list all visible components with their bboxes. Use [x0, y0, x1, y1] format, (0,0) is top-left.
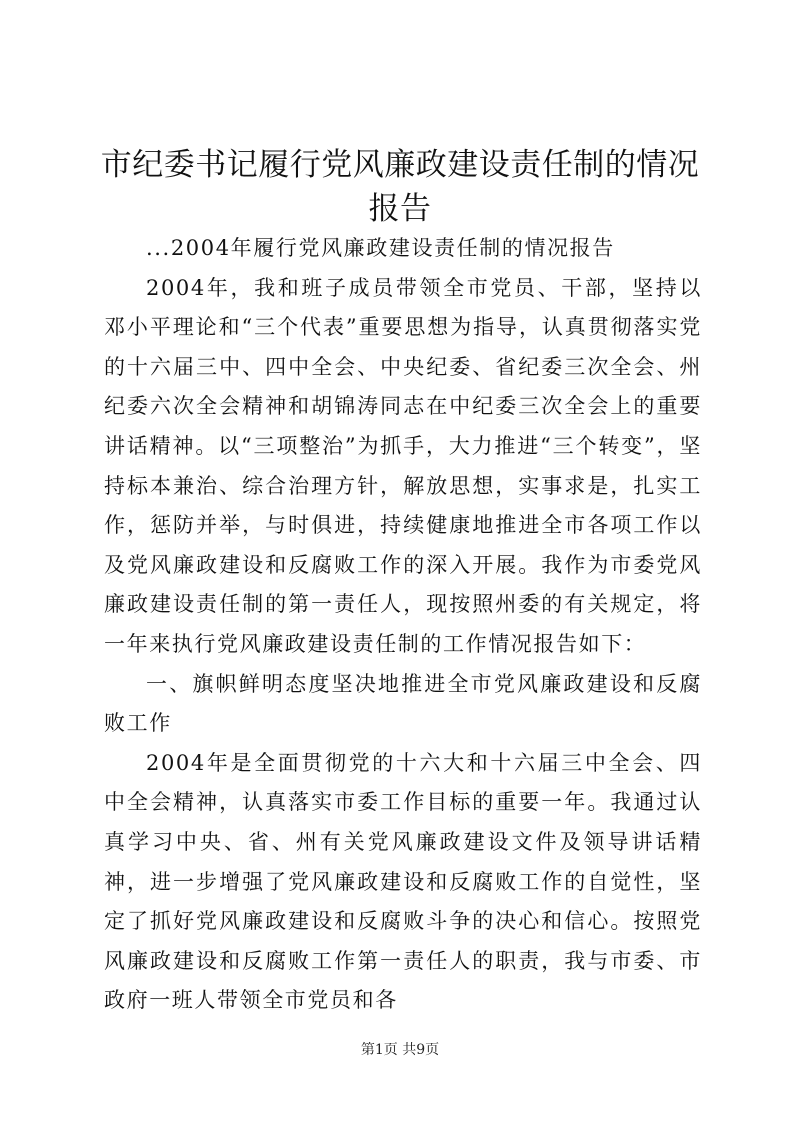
section-heading: 一、旗帜鲜明态度坚决地推进全市党风廉政建设和反腐败工作 — [104, 671, 702, 736]
document-title: 市纪委书记履行党风廉政建设责任制的情况报告 — [100, 147, 700, 227]
page-number: 第1页 共9页 — [360, 1042, 440, 1058]
document-body — [104, 229, 702, 1021]
body-paragraph: 2004年是全面贯彻党的十六大和十六届三中全会、四中全会精神，认真落实市委工作目标的重要一年。我通过认真学习中央、省、州有关党风廉政建设文件及领导讲话精神，进一步增强了党风廉政建设和反腐败工作的自觉性，坚定了抓好党风廉政建设和反腐败斗争的决心和信心。按照党风廉政建设和反腐败工作第一责任人的职责，我与市委、市政府一班人带领全市党员和各 — [104, 750, 702, 1013]
intro-paragraph: ...2004年履行党风廉政建设责任制的情况报告 — [146, 236, 615, 260]
body-paragraph: 2004年，我和班子成员带领全市党员、干部，坚持以邓小平理论和“三个代表”重要思想为指导，认真贯彻落实党的十六届三中、四中全会、中央纪委、省纪委三次全会、州纪委六次全会精神和胡锦涛同志在中纪委三次全会上的重要讲话精神。以“三项整治”为抓手，大力推进“三个转变”，坚持标本兼治、综合治理方针，解放思想，实事求是，扎实工作，惩防并举，与时俱进，持续健康地推进全市各项工作以及党风廉政建设和反腐败工作的深入开展。我作为市委党风廉政建设责任制的第一责任人，现按照州委的有关规定，将一年来执行党风廉政建设责任制的工作情况报告如下： — [104, 275, 702, 656]
